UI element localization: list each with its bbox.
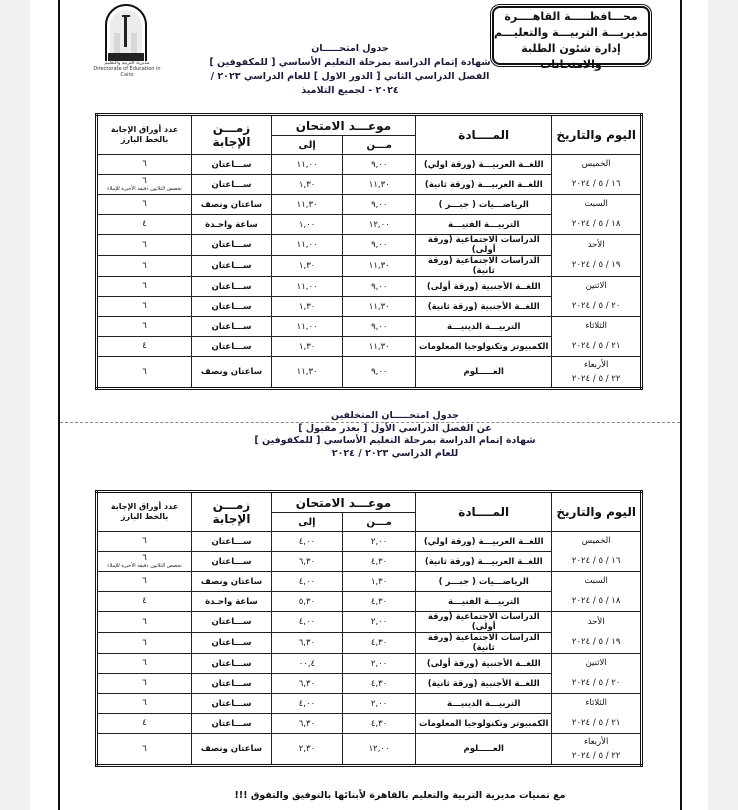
pages-count: ٦	[142, 678, 147, 688]
duration-cell: ساعتان ونصف	[192, 734, 272, 766]
subject-cell: اللغــة الأجنبية (ورقة ثانية)	[416, 674, 552, 694]
pages-cell	[97, 256, 192, 277]
pages-count: ٤	[142, 718, 147, 728]
subject-cell: الدراسات الاجتماعية (ورقة ثانية)	[416, 256, 552, 277]
subject-cell: اللغــة الأجنبية (ورقة أولى)	[416, 654, 552, 674]
table-row	[97, 235, 642, 256]
table-row	[97, 317, 642, 337]
day-date-cell	[552, 357, 642, 389]
header-from: مـــن	[343, 136, 416, 155]
makeup-exam-schedule-table	[95, 490, 643, 767]
subject-cell: اللغــة العربيـــة (ورقة اولي)	[416, 155, 552, 175]
from-time-cell: ٩,٠٠	[343, 235, 416, 256]
header-exam-time: موعـــد الامتحان	[271, 115, 415, 136]
pages-count: ٦	[142, 616, 147, 627]
date-cell: ٢٠ / ٥ / ٢٠٢٤	[552, 297, 642, 317]
duration-cell: ســـاعتان	[192, 532, 272, 552]
pages-cell	[97, 612, 192, 633]
to-time-cell: ١,٣٠	[271, 256, 343, 277]
dictation-note: تخصص الثلاثون دقيقة الأخيرة للإملاء	[107, 563, 182, 569]
from-time-cell: ٩,٠٠	[343, 277, 416, 297]
duration-cell: ســـاعتان	[192, 633, 272, 654]
header-from: مـــن	[343, 513, 416, 532]
pages-cell	[97, 714, 192, 734]
day-cell: الأحد	[552, 612, 642, 633]
table-row	[97, 572, 642, 592]
from-time-cell: ١٢,٠٠	[343, 734, 416, 766]
from-time-cell: ٢,٠٠	[343, 532, 416, 552]
from-time-cell: ١١,٣٠	[343, 297, 416, 317]
dictation-note: تخصص الثلاثون دقيقة الأخيرة للإملاء	[107, 186, 182, 192]
day-cell: الاثنين	[552, 654, 642, 674]
pages-cell	[97, 175, 192, 195]
duration-cell: ســـاعتان	[192, 297, 272, 317]
from-time-cell: ٤,٣٠	[343, 674, 416, 694]
pages-count: ٦	[142, 553, 147, 563]
pages-count: ٦	[142, 743, 147, 754]
day-label: الأربعاء	[583, 737, 609, 747]
from-time-cell: ١١,٣٠	[343, 256, 416, 277]
to-time-cell: ١,٣٠	[271, 337, 343, 357]
agency-line-department: إدارة شئون الطلبة والامتحانات	[521, 42, 621, 71]
duration-cell: ســـاعتان	[192, 256, 272, 277]
to-time-cell: ٤,٠٠	[271, 572, 342, 592]
pages-count: ٦	[142, 281, 147, 291]
pages-count: ٤	[142, 219, 147, 229]
table-row	[97, 195, 642, 215]
duration-cell: ســـاعتان	[192, 235, 272, 256]
to-time-cell: ١١,٣٠	[271, 357, 343, 389]
subject-cell: التربيـــة الفنيـــة	[416, 215, 552, 235]
pages-count: ٦	[142, 176, 147, 186]
pages-cell	[97, 235, 192, 256]
duration-cell: ساعتان ونصف	[192, 195, 272, 215]
pages-cell	[97, 572, 192, 592]
table-row	[97, 694, 642, 714]
subject-cell: اللغــة العربيـــة (ورقة اولي)	[416, 532, 552, 552]
document-page	[30, 0, 708, 810]
from-time-cell: ١١,٣٠	[343, 175, 416, 195]
day-cell: السبت	[552, 195, 642, 215]
subject-cell: التربيـــة الدينيـــة	[416, 317, 552, 337]
pages-cell	[97, 155, 192, 175]
to-time-cell: ٠٠,٤	[271, 654, 342, 674]
day-cell: الخميس	[552, 155, 642, 175]
pages-cell	[97, 317, 192, 337]
pages-count: ٦	[142, 321, 147, 331]
pages-cell	[97, 552, 192, 572]
subject-cell: الرياضـــيات ( جبـــر )	[416, 195, 552, 215]
date-cell: ٢١ / ٥ / ٢٠٢٤	[552, 714, 642, 734]
duration-cell: ساعة واحـدة	[192, 592, 272, 612]
pages-cell	[97, 357, 192, 389]
from-time-cell: ٩,٠٠	[343, 155, 416, 175]
pages-count: ٦	[142, 301, 147, 311]
to-time-cell: ٤,٠٠	[271, 532, 342, 552]
day-cell: الاثنين	[552, 277, 642, 297]
to-time-cell: ٦,٣٠	[271, 674, 342, 694]
pages-cell	[97, 734, 192, 766]
day-cell: الثلاثاء	[552, 694, 642, 714]
subject-cell: اللغــة العربيـــة (ورقة ثانية)	[416, 552, 552, 572]
day-cell: السبت	[552, 572, 642, 592]
to-time-cell: ٥,٣٠	[271, 592, 342, 612]
date-cell: ١٩ / ٥ / ٢٠٢٤	[552, 633, 642, 654]
pages-cell	[97, 592, 192, 612]
date-cell: ٢٠ / ٥ / ٢٠٢٤	[552, 674, 642, 694]
from-time-cell: ٤,٣٠	[343, 552, 416, 572]
agency-line-governorate: محـــافظـــــة القاهــــرة	[504, 10, 638, 23]
to-time-cell: ١١,٠٠	[271, 155, 343, 175]
pages-cell	[97, 694, 192, 714]
from-time-cell: ٤,٣٠	[343, 714, 416, 734]
subject-cell: الكمبيوتر وتكنولوجيا المعلومات	[416, 714, 552, 734]
pages-count: ٦	[142, 637, 147, 648]
from-time-cell: ٤,٣٠	[343, 592, 416, 612]
subject-cell: الدراسات الاجتماعية (ورقة ثانية)	[416, 633, 552, 654]
header-day-date: اليوم والتاريخ	[552, 115, 642, 155]
pages-count: ٦	[142, 698, 147, 708]
duration-cell: ســـاعتان	[192, 277, 272, 297]
from-time-cell: ٢,٠٠	[343, 612, 416, 633]
makeup-schedule-body	[97, 532, 642, 766]
pages-count: ٦	[142, 260, 147, 271]
duration-cell: ســـاعتان	[192, 317, 272, 337]
day-label: الأربعاء	[583, 360, 609, 370]
day-cell: الخميس	[552, 532, 642, 552]
pages-count: ٦	[142, 159, 147, 169]
subject-cell: الدراسات الاجتماعية (ورقة أولى)	[416, 612, 552, 633]
pages-cell	[97, 215, 192, 235]
header-day-date: اليوم والتاريخ	[552, 492, 642, 532]
to-time-cell: ٦,٣٠	[271, 633, 342, 654]
pages-cell	[97, 195, 192, 215]
duration-cell: ســـاعتان	[192, 654, 272, 674]
pages-count: ٦	[142, 536, 147, 546]
duration-cell: ســـاعتان	[192, 552, 272, 572]
pages-count: ٦	[142, 239, 147, 250]
page-border-left	[58, 0, 60, 810]
table-row	[97, 277, 642, 297]
from-time-cell: ٤,٣٠	[343, 633, 416, 654]
header-subject: المــــادة	[416, 115, 552, 155]
to-time-cell: ٤,٠٠	[271, 612, 342, 633]
duration-cell: ســـاعتان	[192, 612, 272, 633]
to-time-cell: ١١,٣٠	[271, 195, 343, 215]
table-row	[97, 297, 642, 317]
header-duration: زمـــن الإجابة	[192, 492, 272, 532]
from-time-cell: ١٢,٠٠	[343, 215, 416, 235]
pages-count: ٦	[142, 658, 147, 668]
duration-cell: ســـاعتان	[192, 694, 272, 714]
from-time-cell: ٩,٠٠	[343, 357, 416, 389]
subject-cell: الكمبيوتر وتكنولوجيا المعلومات	[416, 337, 552, 357]
to-time-cell: ١١,٠٠	[271, 317, 343, 337]
subject-cell: التربيـــة الدينيـــة	[416, 694, 552, 714]
day-cell: الأحد	[552, 235, 642, 256]
date-cell: ٢١ / ٥ / ٢٠٢٤	[552, 337, 642, 357]
pages-cell	[97, 337, 192, 357]
table-row	[97, 633, 642, 654]
from-time-cell: ٢,٠٠	[343, 694, 416, 714]
subject-cell: اللغــة العربيـــة (ورقة ثانية)	[416, 175, 552, 195]
table-row	[97, 612, 642, 633]
to-time-cell: ١,٠٠	[271, 215, 343, 235]
closing-wishes: مع تمنيات مديرية التربية والتعليم بالقاهرة لأبنائها بالتوفيق والتفوق !!!	[234, 790, 566, 801]
subject-cell: اللغــة الأجنبية (ورقة أولى)	[416, 277, 552, 297]
duration-cell: ساعتان ونصف	[192, 357, 272, 389]
to-time-cell: ٦,٣٠	[271, 714, 342, 734]
from-time-cell: ١١,٣٠	[343, 337, 416, 357]
pages-cell	[97, 297, 192, 317]
subject-cell: العـــــلوم	[416, 357, 552, 389]
to-time-cell: ٦,٣٠	[271, 552, 342, 572]
pages-cell	[97, 654, 192, 674]
table-row	[97, 215, 642, 235]
logo-subtext: مديرية التربية والتعليم Directorate of Education in Cairo	[93, 60, 161, 78]
day-date-cell	[552, 734, 642, 766]
table-row	[97, 175, 642, 195]
duration-cell: ساعة واحـدة	[192, 215, 272, 235]
pages-cell	[97, 277, 192, 297]
table-row	[97, 357, 642, 389]
table-row	[97, 155, 642, 175]
header-answer-pages: عدد أوراق الإجابة بالخط البارز	[97, 115, 192, 155]
table-row	[97, 592, 642, 612]
table-row	[97, 552, 642, 572]
to-time-cell: ٤,٠٠	[271, 694, 342, 714]
subject-cell: الدراسات الاجتماعية (ورقة أولى)	[416, 235, 552, 256]
header-exam-time: موعـــد الامتحان	[271, 492, 415, 513]
pages-count: ٦	[142, 576, 147, 586]
subject-cell: اللغــة الأجنبية (ورقة ثانية)	[416, 297, 552, 317]
date-cell: ١٨ / ٥ / ٢٠٢٤	[552, 592, 642, 612]
date-label: ٢٢ / ٥ / ٢٠٢٤	[571, 751, 621, 761]
day-cell: الثلاثاء	[552, 317, 642, 337]
duration-cell: ســـاعتان	[192, 714, 272, 734]
header-to: إلى	[271, 136, 343, 155]
duration-cell: ســـاعتان	[192, 674, 272, 694]
to-time-cell: ١,٣٠	[271, 297, 343, 317]
pages-cell	[97, 633, 192, 654]
table-row	[97, 674, 642, 694]
to-time-cell: ١,٣٠	[271, 175, 343, 195]
header-answer-pages: عدد أوراق الإجابة بالخط البارز	[97, 492, 192, 532]
date-label: ٢٢ / ٥ / ٢٠٢٤	[571, 374, 621, 384]
from-time-cell: ١,٣٠	[343, 572, 416, 592]
date-cell: ١٩ / ٥ / ٢٠٢٤	[552, 256, 642, 277]
date-cell: ١٨ / ٥ / ٢٠٢٤	[552, 215, 642, 235]
main-exam-schedule-table	[95, 113, 643, 390]
pages-cell	[97, 532, 192, 552]
to-time-cell: ١١,٠٠	[271, 277, 343, 297]
subject-cell: التربيـــة الفنيـــة	[416, 592, 552, 612]
table-row	[97, 337, 642, 357]
date-cell: ١٦ / ٥ / ٢٠٢٤	[552, 552, 642, 572]
pages-cell	[97, 674, 192, 694]
date-cell: ١٦ / ٥ / ٢٠٢٤	[552, 175, 642, 195]
to-time-cell: ١١,٠٠	[271, 235, 343, 256]
from-time-cell: ٩,٠٠	[343, 317, 416, 337]
main-schedule-body	[97, 155, 642, 389]
subject-cell: الرياضـــيات ( جبـــر )	[416, 572, 552, 592]
table-row	[97, 714, 642, 734]
page-border-right	[680, 0, 682, 810]
table-row	[97, 734, 642, 766]
agency-header-box	[492, 6, 650, 71]
table-row	[97, 532, 642, 552]
to-time-cell: ٢,٣٠	[271, 734, 342, 766]
duration-cell: ســـاعتان	[192, 337, 272, 357]
pages-count: ٤	[142, 341, 147, 351]
pages-count: ٤	[142, 596, 147, 606]
table-row	[97, 256, 642, 277]
pages-count: ٦	[142, 199, 147, 209]
duration-cell: ســـاعتان	[192, 175, 272, 195]
duration-cell: ســـاعتان	[192, 155, 272, 175]
header-to: إلى	[271, 513, 342, 532]
duration-cell: ساعتان ونصف	[192, 572, 272, 592]
table-row	[97, 654, 642, 674]
from-time-cell: ٢,٠٠	[343, 654, 416, 674]
main-schedule-title: جدول امتحـــــان شهادة إتمام الدراسة بمرحلة التعليم الأساسي [ للمكفوفين ] الفصل الدراسي الثاني [ الدور الاول ] للعام الدراسي ٢٠٢٣ / ٢٠٢٤ - لجميع التلاميذ	[209, 43, 491, 96]
header-subject: المــــادة	[416, 492, 552, 532]
pages-count: ٦	[142, 366, 147, 377]
subject-cell: العـــــلوم	[416, 734, 552, 766]
header-duration: زمـــن الإجابة	[192, 115, 272, 155]
makeup-schedule-title: جدول امتحـــــان المتخلفين عن الفصل الدراسي الأول [ بعذر مقبول ] شهادة إتمام الدراسة بمرحلة التعليم الأساسي [ للمكفوفين ] للعام الدراسي ٢٠٢٣ / ٢٠٢٤	[254, 410, 536, 459]
from-time-cell: ٩,٠٠	[343, 195, 416, 215]
agency-line-directorate: مديريـــة التربيـــة والتعليـــم	[493, 26, 648, 39]
